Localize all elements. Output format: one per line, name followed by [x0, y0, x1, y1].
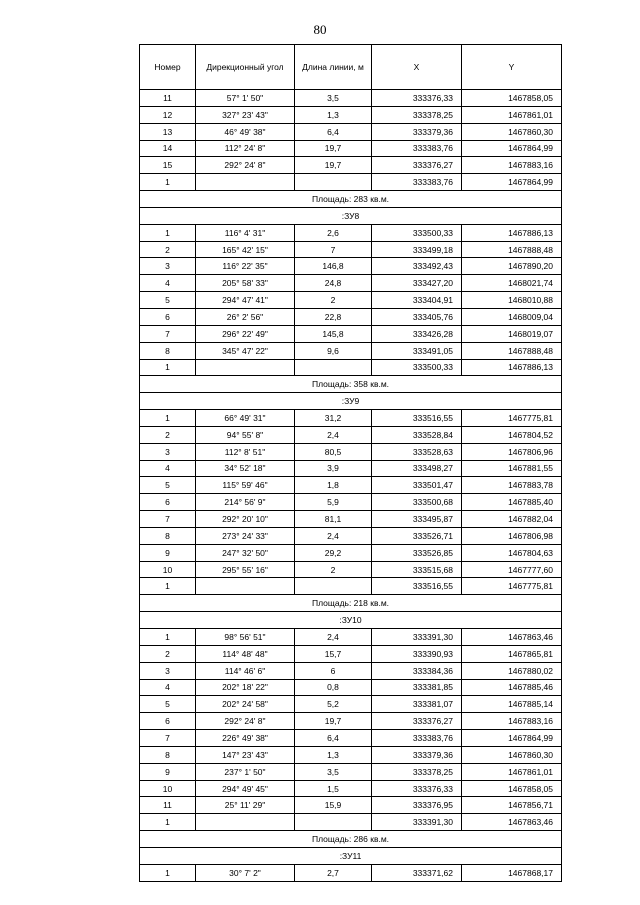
- x-coordinate-cell: 333379,36: [372, 123, 462, 140]
- point-number-cell: 7: [140, 730, 196, 747]
- direction-angle-cell: [196, 174, 295, 191]
- table-row: [140, 325, 562, 342]
- section-row: [140, 612, 562, 629]
- table-row: [140, 527, 562, 544]
- x-coordinate-cell: 333501,47: [372, 477, 462, 494]
- table-row: [140, 477, 562, 494]
- x-coordinate-cell: 333383,76: [372, 140, 462, 157]
- direction-angle-cell: 202° 18' 22": [196, 679, 295, 696]
- point-number-cell: 11: [140, 797, 196, 814]
- point-number-cell: 1: [140, 814, 196, 831]
- line-length-cell: 5,9: [295, 494, 372, 511]
- x-coordinate-cell: 333376,27: [372, 713, 462, 730]
- direction-angle-cell: 94° 55' 8": [196, 426, 295, 443]
- y-coordinate-cell: 1467777,60: [462, 561, 562, 578]
- point-number-cell: 4: [140, 275, 196, 292]
- x-coordinate-cell: 333526,85: [372, 544, 462, 561]
- point-number-cell: 10: [140, 561, 196, 578]
- direction-angle-cell: 98° 56' 51": [196, 629, 295, 646]
- x-coordinate-cell: 333379,36: [372, 746, 462, 763]
- x-coordinate-cell: 333376,33: [372, 780, 462, 797]
- direction-angle-cell: 295° 55' 16": [196, 561, 295, 578]
- table-row: [140, 780, 562, 797]
- line-length-cell: 1,8: [295, 477, 372, 494]
- table-row: [140, 629, 562, 646]
- section-row: [140, 831, 562, 848]
- x-coordinate-cell: 333491,05: [372, 342, 462, 359]
- y-coordinate-cell: 1467881,55: [462, 460, 562, 477]
- point-number-cell: 2: [140, 241, 196, 258]
- table-row: [140, 275, 562, 292]
- line-length-cell: 6: [295, 662, 372, 679]
- y-coordinate-cell: 1467890,20: [462, 258, 562, 275]
- direction-angle-cell: 57° 1' 50": [196, 90, 295, 107]
- direction-angle-cell: 214° 56' 9": [196, 494, 295, 511]
- section-row: [140, 595, 562, 612]
- point-number-cell: 1: [140, 410, 196, 427]
- direction-angle-cell: 112° 8' 51": [196, 443, 295, 460]
- direction-angle-cell: [196, 578, 295, 595]
- line-length-cell: 2,4: [295, 629, 372, 646]
- x-coordinate-cell: 333426,28: [372, 325, 462, 342]
- x-coordinate-cell: 333498,27: [372, 460, 462, 477]
- direction-angle-cell: 115° 59' 46": [196, 477, 295, 494]
- header-direction-angle: Дирекционный угол: [196, 45, 295, 90]
- section-label: Площадь: 286 кв.м.: [140, 831, 562, 848]
- y-coordinate-cell: 1467885,46: [462, 679, 562, 696]
- line-length-cell: [295, 578, 372, 595]
- line-length-cell: 7: [295, 241, 372, 258]
- direction-angle-cell: 294° 49' 45": [196, 780, 295, 797]
- point-number-cell: 3: [140, 443, 196, 460]
- y-coordinate-cell: 1467886,13: [462, 359, 562, 376]
- point-number-cell: 1: [140, 578, 196, 595]
- direction-angle-cell: 165° 42' 15": [196, 241, 295, 258]
- y-coordinate-cell: 1468021,74: [462, 275, 562, 292]
- x-coordinate-cell: 333492,43: [372, 258, 462, 275]
- table-row: [140, 797, 562, 814]
- x-coordinate-cell: 333499,18: [372, 241, 462, 258]
- table-row: [140, 174, 562, 191]
- table-row: [140, 561, 562, 578]
- x-coordinate-cell: 333405,76: [372, 308, 462, 325]
- x-coordinate-cell: 333526,71: [372, 527, 462, 544]
- point-number-cell: 13: [140, 123, 196, 140]
- y-coordinate-cell: 1467883,78: [462, 477, 562, 494]
- direction-angle-cell: 273° 24' 33": [196, 527, 295, 544]
- direction-angle-cell: 25° 11' 29": [196, 797, 295, 814]
- line-length-cell: 6,4: [295, 123, 372, 140]
- section-label: :ЗУ9: [140, 393, 562, 410]
- section-label: Площадь: 358 кв.м.: [140, 376, 562, 393]
- line-length-cell: [295, 814, 372, 831]
- direction-angle-cell: 116° 22' 35": [196, 258, 295, 275]
- line-length-cell: 145,8: [295, 325, 372, 342]
- direction-angle-cell: 292° 24' 8": [196, 157, 295, 174]
- table-row: [140, 426, 562, 443]
- line-length-cell: 80,5: [295, 443, 372, 460]
- direction-angle-cell: 114° 48' 48": [196, 645, 295, 662]
- x-coordinate-cell: 333391,30: [372, 629, 462, 646]
- line-length-cell: 1,5: [295, 780, 372, 797]
- x-coordinate-cell: 333381,07: [372, 696, 462, 713]
- section-row: [140, 207, 562, 224]
- x-coordinate-cell: 333500,68: [372, 494, 462, 511]
- direction-angle-cell: 345° 47' 22": [196, 342, 295, 359]
- x-coordinate-cell: 333500,33: [372, 359, 462, 376]
- point-number-cell: 1: [140, 864, 196, 881]
- header-number: Номер: [140, 45, 196, 90]
- x-coordinate-cell: 333528,63: [372, 443, 462, 460]
- line-length-cell: 22,8: [295, 308, 372, 325]
- point-number-cell: 6: [140, 494, 196, 511]
- y-coordinate-cell: 1467885,14: [462, 696, 562, 713]
- section-row: [140, 376, 562, 393]
- table-row: [140, 679, 562, 696]
- line-length-cell: 5,2: [295, 696, 372, 713]
- direction-angle-cell: 327° 23' 43": [196, 106, 295, 123]
- point-number-cell: 9: [140, 763, 196, 780]
- line-length-cell: 29,2: [295, 544, 372, 561]
- direction-angle-cell: 147° 23' 43": [196, 746, 295, 763]
- table-row: [140, 578, 562, 595]
- table-row: [140, 763, 562, 780]
- table-body: [140, 90, 562, 882]
- line-length-cell: 31,2: [295, 410, 372, 427]
- y-coordinate-cell: 1467863,46: [462, 814, 562, 831]
- section-label: :ЗУ8: [140, 207, 562, 224]
- point-number-cell: 1: [140, 359, 196, 376]
- x-coordinate-cell: 333371,62: [372, 864, 462, 881]
- point-number-cell: 6: [140, 713, 196, 730]
- table-row: [140, 342, 562, 359]
- table-row: [140, 410, 562, 427]
- y-coordinate-cell: 1467806,96: [462, 443, 562, 460]
- y-coordinate-cell: 1467864,99: [462, 174, 562, 191]
- direction-angle-cell: 116° 4' 31": [196, 224, 295, 241]
- line-length-cell: 3,5: [295, 763, 372, 780]
- y-coordinate-cell: 1467885,40: [462, 494, 562, 511]
- direction-angle-cell: 205° 58' 33": [196, 275, 295, 292]
- point-number-cell: 1: [140, 224, 196, 241]
- line-length-cell: 3,9: [295, 460, 372, 477]
- x-coordinate-cell: 333390,93: [372, 645, 462, 662]
- direction-angle-cell: 66° 49' 31": [196, 410, 295, 427]
- coordinates-table: [139, 44, 562, 882]
- table-row: [140, 730, 562, 747]
- x-coordinate-cell: 333427,20: [372, 275, 462, 292]
- direction-angle-cell: 114° 46' 6": [196, 662, 295, 679]
- line-length-cell: 19,7: [295, 157, 372, 174]
- direction-angle-cell: [196, 359, 295, 376]
- line-length-cell: 81,1: [295, 511, 372, 528]
- line-length-cell: 146,8: [295, 258, 372, 275]
- direction-angle-cell: 292° 20' 10": [196, 511, 295, 528]
- line-length-cell: 6,4: [295, 730, 372, 747]
- table-row: [140, 460, 562, 477]
- table-row: [140, 746, 562, 763]
- table-row: [140, 224, 562, 241]
- table-row: [140, 258, 562, 275]
- y-coordinate-cell: 1467775,81: [462, 410, 562, 427]
- point-number-cell: 7: [140, 325, 196, 342]
- x-coordinate-cell: 333376,95: [372, 797, 462, 814]
- y-coordinate-cell: 1467864,99: [462, 140, 562, 157]
- section-label: :ЗУ11: [140, 847, 562, 864]
- header-y: Y: [462, 45, 562, 90]
- direction-angle-cell: 296° 22' 49": [196, 325, 295, 342]
- point-number-cell: 4: [140, 679, 196, 696]
- page-number: 80: [313, 22, 327, 37]
- section-label: Площадь: 218 кв.м.: [140, 595, 562, 612]
- line-length-cell: 19,7: [295, 140, 372, 157]
- y-coordinate-cell: 1467883,16: [462, 157, 562, 174]
- table-header-row: [140, 45, 562, 90]
- y-coordinate-cell: 1467861,01: [462, 106, 562, 123]
- x-coordinate-cell: 333383,76: [372, 730, 462, 747]
- x-coordinate-cell: 333516,55: [372, 410, 462, 427]
- point-number-cell: 15: [140, 157, 196, 174]
- y-coordinate-cell: 1467775,81: [462, 578, 562, 595]
- point-number-cell: 1: [140, 629, 196, 646]
- table-row: [140, 308, 562, 325]
- table-row: [140, 157, 562, 174]
- section-label: Площадь: 283 кв.м.: [140, 191, 562, 208]
- table-row: [140, 645, 562, 662]
- point-number-cell: 1: [140, 174, 196, 191]
- line-length-cell: 2: [295, 292, 372, 309]
- line-length-cell: 9,6: [295, 342, 372, 359]
- y-coordinate-cell: 1467883,16: [462, 713, 562, 730]
- direction-angle-cell: 292° 24' 8": [196, 713, 295, 730]
- table-row: [140, 241, 562, 258]
- x-coordinate-cell: 333404,91: [372, 292, 462, 309]
- x-coordinate-cell: 333384,36: [372, 662, 462, 679]
- direction-angle-cell: 202° 24' 58": [196, 696, 295, 713]
- y-coordinate-cell: 1467888,48: [462, 342, 562, 359]
- point-number-cell: 7: [140, 511, 196, 528]
- line-length-cell: 24,8: [295, 275, 372, 292]
- point-number-cell: 9: [140, 544, 196, 561]
- y-coordinate-cell: 1467863,46: [462, 629, 562, 646]
- point-number-cell: 5: [140, 477, 196, 494]
- direction-angle-cell: 226° 49' 38": [196, 730, 295, 747]
- point-number-cell: 5: [140, 292, 196, 309]
- y-coordinate-cell: 1467886,13: [462, 224, 562, 241]
- table-row: [140, 511, 562, 528]
- table-row: [140, 864, 562, 881]
- y-coordinate-cell: 1467865,81: [462, 645, 562, 662]
- direction-angle-cell: [196, 814, 295, 831]
- y-coordinate-cell: 1467860,30: [462, 123, 562, 140]
- line-length-cell: 2,4: [295, 426, 372, 443]
- header-x: X: [372, 45, 462, 90]
- point-number-cell: 14: [140, 140, 196, 157]
- x-coordinate-cell: 333378,25: [372, 106, 462, 123]
- table-row: [140, 106, 562, 123]
- x-coordinate-cell: 333500,33: [372, 224, 462, 241]
- x-coordinate-cell: 333376,33: [372, 90, 462, 107]
- table-row: [140, 90, 562, 107]
- direction-angle-cell: 294° 47' 41": [196, 292, 295, 309]
- line-length-cell: 19,7: [295, 713, 372, 730]
- point-number-cell: 3: [140, 662, 196, 679]
- line-length-cell: 15,9: [295, 797, 372, 814]
- direction-angle-cell: 237° 1' 50": [196, 763, 295, 780]
- line-length-cell: 2,7: [295, 864, 372, 881]
- line-length-cell: 2,4: [295, 527, 372, 544]
- line-length-cell: 2,6: [295, 224, 372, 241]
- table-row: [140, 696, 562, 713]
- y-coordinate-cell: 1467858,05: [462, 780, 562, 797]
- point-number-cell: 8: [140, 527, 196, 544]
- point-number-cell: 2: [140, 645, 196, 662]
- point-number-cell: 12: [140, 106, 196, 123]
- y-coordinate-cell: 1467882,04: [462, 511, 562, 528]
- point-number-cell: 4: [140, 460, 196, 477]
- table-row: [140, 494, 562, 511]
- point-number-cell: 5: [140, 696, 196, 713]
- direction-angle-cell: 34° 52' 18": [196, 460, 295, 477]
- section-label: :ЗУ10: [140, 612, 562, 629]
- line-length-cell: [295, 174, 372, 191]
- y-coordinate-cell: 1468010,88: [462, 292, 562, 309]
- point-number-cell: 10: [140, 780, 196, 797]
- table-row: [140, 359, 562, 376]
- point-number-cell: 8: [140, 746, 196, 763]
- y-coordinate-cell: 1467864,99: [462, 730, 562, 747]
- point-number-cell: 6: [140, 308, 196, 325]
- x-coordinate-cell: 333516,55: [372, 578, 462, 595]
- x-coordinate-cell: 333515,68: [372, 561, 462, 578]
- point-number-cell: 11: [140, 90, 196, 107]
- x-coordinate-cell: 333376,27: [372, 157, 462, 174]
- direction-angle-cell: 46° 49' 38": [196, 123, 295, 140]
- x-coordinate-cell: 333381,85: [372, 679, 462, 696]
- table-row: [140, 292, 562, 309]
- header-line-length: Длина линии, м: [295, 45, 372, 90]
- table-row: [140, 123, 562, 140]
- direction-angle-cell: 26° 2' 56": [196, 308, 295, 325]
- line-length-cell: 3,5: [295, 90, 372, 107]
- x-coordinate-cell: 333391,30: [372, 814, 462, 831]
- y-coordinate-cell: 1467888,48: [462, 241, 562, 258]
- y-coordinate-cell: 1467861,01: [462, 763, 562, 780]
- y-coordinate-cell: 1467880,02: [462, 662, 562, 679]
- section-row: [140, 847, 562, 864]
- y-coordinate-cell: 1468019,07: [462, 325, 562, 342]
- line-length-cell: 0,8: [295, 679, 372, 696]
- y-coordinate-cell: 1467856,71: [462, 797, 562, 814]
- y-coordinate-cell: 1467804,52: [462, 426, 562, 443]
- line-length-cell: 1,3: [295, 746, 372, 763]
- x-coordinate-cell: 333383,76: [372, 174, 462, 191]
- line-length-cell: [295, 359, 372, 376]
- table-row: [140, 544, 562, 561]
- y-coordinate-cell: 1467860,30: [462, 746, 562, 763]
- y-coordinate-cell: 1467868,17: [462, 864, 562, 881]
- table-row: [140, 713, 562, 730]
- table-row: [140, 662, 562, 679]
- table-row: [140, 443, 562, 460]
- x-coordinate-cell: 333378,25: [372, 763, 462, 780]
- point-number-cell: 8: [140, 342, 196, 359]
- point-number-cell: 2: [140, 426, 196, 443]
- y-coordinate-cell: 1467858,05: [462, 90, 562, 107]
- x-coordinate-cell: 333528,84: [372, 426, 462, 443]
- table-row: [140, 814, 562, 831]
- line-length-cell: 1,3: [295, 106, 372, 123]
- y-coordinate-cell: 1467806,98: [462, 527, 562, 544]
- point-number-cell: 3: [140, 258, 196, 275]
- direction-angle-cell: 247° 32' 50": [196, 544, 295, 561]
- table-row: [140, 140, 562, 157]
- direction-angle-cell: 30° 7' 2": [196, 864, 295, 881]
- line-length-cell: 2: [295, 561, 372, 578]
- section-row: [140, 393, 562, 410]
- line-length-cell: 15,7: [295, 645, 372, 662]
- section-row: [140, 191, 562, 208]
- x-coordinate-cell: 333495,87: [372, 511, 462, 528]
- direction-angle-cell: 112° 24' 8": [196, 140, 295, 157]
- y-coordinate-cell: 1468009,04: [462, 308, 562, 325]
- y-coordinate-cell: 1467804,63: [462, 544, 562, 561]
